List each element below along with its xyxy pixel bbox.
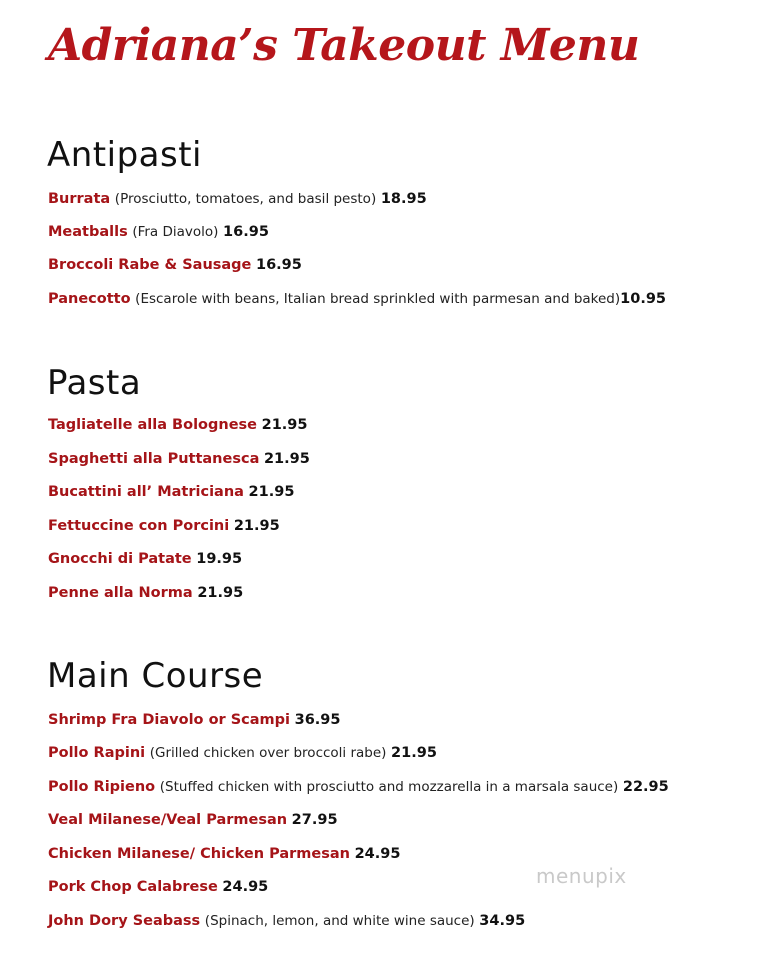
item-name: Meatballs (48, 224, 128, 240)
menu-item (48, 483, 294, 501)
item-name: Shrimp Fra Diavolo or Scampi (48, 712, 291, 728)
menu-item (48, 811, 338, 829)
menu-item (48, 416, 308, 434)
item-description: (Fra Diavolo) (132, 224, 219, 240)
item-price: 24.95 (222, 879, 269, 895)
section-heading-antipasti: Antipasti (47, 135, 202, 175)
menu-item (48, 190, 427, 208)
item-name: Chicken Milanese/ Chicken Parmesan (48, 846, 350, 862)
item-price: 21.95 (233, 518, 280, 534)
item-price: 21.95 (391, 745, 437, 761)
item-price: 19.95 (196, 551, 243, 567)
menu-title: Adriana’s Takeout Menu (48, 20, 640, 71)
item-price: 24.95 (354, 846, 401, 862)
item-price: 21.95 (197, 585, 244, 601)
item-name: Spaghetti alla Puttanesca (48, 451, 260, 467)
section-heading-main-course: Main Course (47, 656, 264, 696)
item-description: (Spinach, lemon, and white wine sauce) (204, 913, 475, 929)
menu-item (48, 584, 243, 602)
item-name: John Dory Seabass (48, 913, 201, 929)
item-price: 36.95 (294, 712, 341, 728)
menu-item (48, 845, 400, 863)
menu-item (48, 223, 269, 241)
menu-item (48, 711, 341, 729)
menu-item (48, 550, 242, 568)
item-name: Tagliatelle alla Bolognese (48, 417, 258, 433)
item-price: 21.95 (261, 417, 308, 433)
menu-item (48, 290, 666, 308)
item-name: Gnocchi di Patate (48, 551, 192, 567)
item-price: 27.95 (291, 812, 338, 828)
menu-item (48, 744, 437, 762)
item-name: Pollo Rapini (48, 745, 146, 761)
menu-item (48, 517, 280, 535)
menu-item (48, 450, 310, 468)
item-description: (Grilled chicken over broccoli rabe) (149, 745, 387, 761)
watermark: menupix (536, 864, 627, 888)
menu-item (48, 256, 302, 274)
item-price: 16.95 (223, 224, 269, 240)
menu-item (48, 778, 669, 796)
item-name: Veal Milanese/Veal Parmesan (48, 812, 288, 828)
item-description: (Escarole with beans, Italian bread sprinkled with parmesan and baked) (135, 291, 621, 307)
item-price: 22.95 (622, 779, 669, 795)
menu-item (48, 878, 268, 896)
item-name: Pork Chop Calabrese (48, 879, 218, 895)
item-name: Penne alla Norma (48, 585, 193, 601)
section-heading-pasta: Pasta (47, 363, 142, 403)
menu-item (48, 912, 525, 930)
item-name: Pollo Ripieno (48, 779, 156, 795)
item-name: Bucattini all’ Matriciana (48, 484, 244, 500)
item-name: Panecotto (48, 291, 131, 307)
item-price: 10.95 (620, 291, 667, 307)
item-name: Fettuccine con Porcini (48, 518, 230, 534)
item-description: (Prosciutto, tomatoes, and basil pesto) (114, 191, 377, 207)
item-price: 34.95 (479, 913, 526, 929)
item-price: 16.95 (256, 257, 302, 273)
item-price: 21.95 (263, 451, 310, 467)
item-price: 21.95 (248, 484, 295, 500)
item-description: (Stuffed chicken with prosciutto and mozzarella in a marsala sauce) (159, 779, 619, 795)
item-name: Burrata (48, 191, 111, 207)
item-price: 18.95 (380, 191, 427, 207)
item-name: Broccoli Rabe & Sausage (48, 257, 252, 273)
